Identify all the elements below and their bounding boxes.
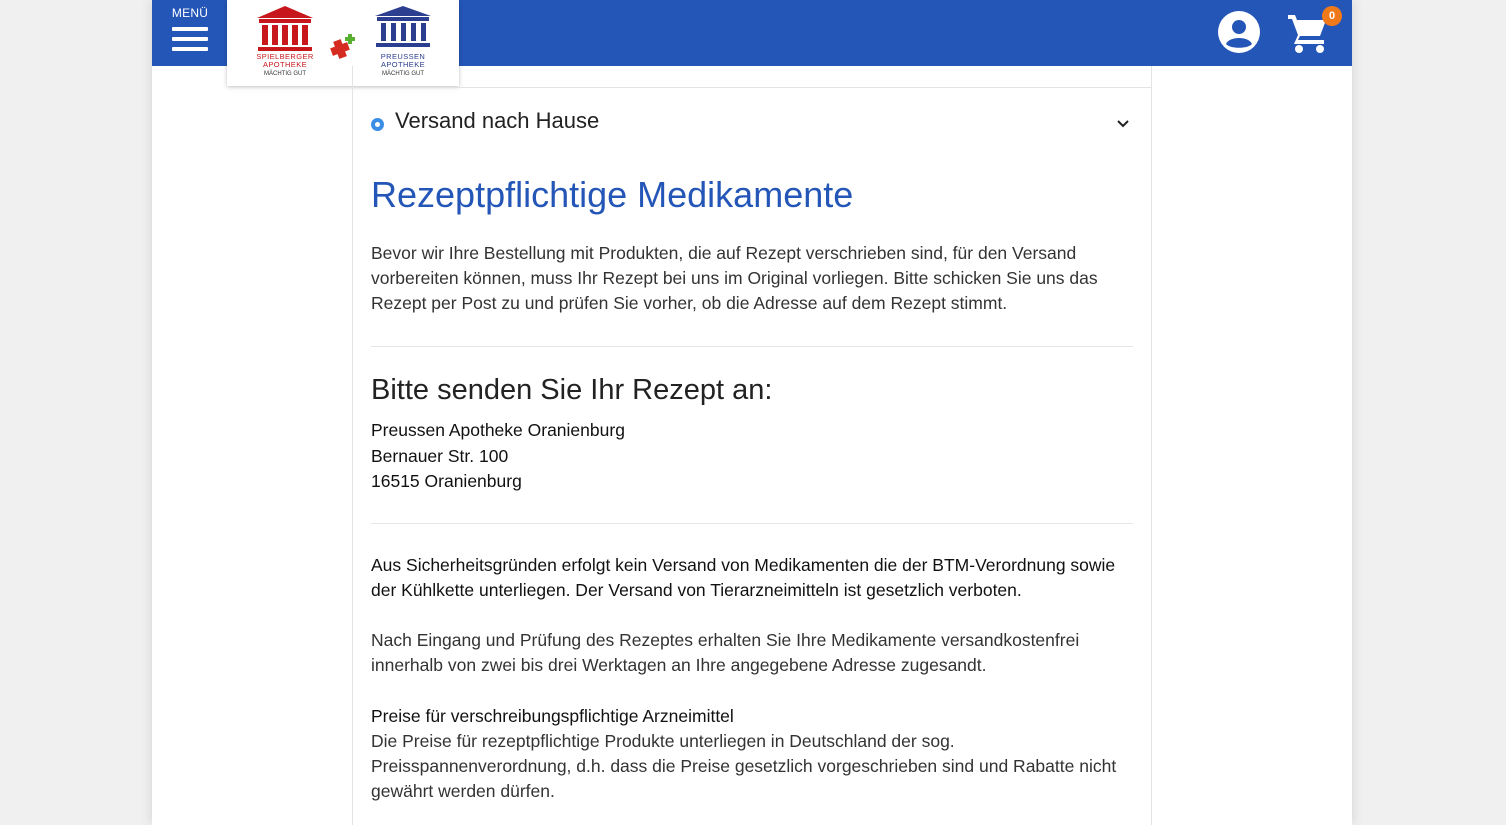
- prescription-intro-text: Bevor wir Ihre Bestellung mit Produkten, die auf Rezept verschrieben sind, für den Versand vorbereiten können, muss Ihr Rezept bei uns im Original vorliegen. Bitte schicken Sie uns das Rezept per Post zu und prüfen Sie vorher, ob die Adresse auf dem Rezept stimmt.: [371, 243, 1098, 313]
- divider: [371, 346, 1133, 347]
- logo-left-sub: APOTHEKE: [262, 60, 308, 69]
- prices-heading: Preise für verschreibungspflichtige Arzneimittel: [371, 706, 734, 726]
- page-container: [152, 0, 1352, 825]
- top-navigation-bar: [152, 0, 1352, 77]
- pharmacy-address: [371, 418, 625, 495]
- section-divider: [353, 87, 1151, 88]
- user-account-icon[interactable]: [1218, 11, 1260, 53]
- page-title: Rezeptpflichtige Medikamente: [371, 174, 854, 215]
- divider: [371, 523, 1133, 524]
- address-line-name: Preussen Apotheke Oranienburg: [371, 420, 625, 440]
- safety-note: Aus Sicherheitsgründen erfolgt kein Versand von Medikamenten die der BTM-Verordnung sowie der Kühlkette unterliegen. Der Versand von Tierarzneimitteln ist gesetzlich verboten.: [371, 555, 1116, 600]
- address-line-street: Bernauer Str. 100: [371, 445, 509, 466]
- menu-label: MENÜ: [171, 6, 209, 20]
- address-line-city: 16515 Oranienburg: [371, 471, 522, 491]
- hamburger-icon: [172, 27, 208, 51]
- shipping-radio-selected[interactable]: [371, 118, 384, 131]
- spielberger-building-logo: [255, 4, 315, 54]
- preussen-building-logo: [373, 4, 433, 50]
- cart-count-badge: 0: [1322, 6, 1342, 26]
- prices-text: Die Preise für rezeptpflichtige Produkte unterliegen in Deutschland der sog. Preisspannenverordnung, d.h. dass die Preise gesetzlich vorgeschrieben sind und Rabatte nicht gewährt werden dürfen.: [371, 731, 1117, 801]
- shipping-option-label: Versand nach Hause: [395, 108, 600, 133]
- logo-left-tag: MÄCHTIG GUT: [264, 71, 306, 77]
- menu-button[interactable]: [152, 0, 228, 66]
- send-prescription-heading: Bitte senden Sie Ihr Rezept an:: [371, 374, 773, 406]
- logo-left-name: SPIELBERGER: [256, 52, 314, 61]
- shipping-option-home[interactable]: [371, 106, 1133, 136]
- chevron-down-icon[interactable]: [1115, 115, 1131, 131]
- logo-right-tag: MÄCHTIG GUT: [382, 71, 424, 77]
- logo-right-name: PREUSSEN: [380, 52, 426, 61]
- pharmacy-cross-icon: [327, 33, 359, 65]
- delivery-note: Nach Eingang und Prüfung des Rezeptes erhalten Sie Ihre Medikamente versandkostenfrei innerhalb von zwei bis drei Werktagen an Ihre angegebene Adresse zugesandt.: [371, 630, 1080, 675]
- logo-right-sub: APOTHEKE: [380, 60, 426, 69]
- checkout-content: [352, 66, 1152, 825]
